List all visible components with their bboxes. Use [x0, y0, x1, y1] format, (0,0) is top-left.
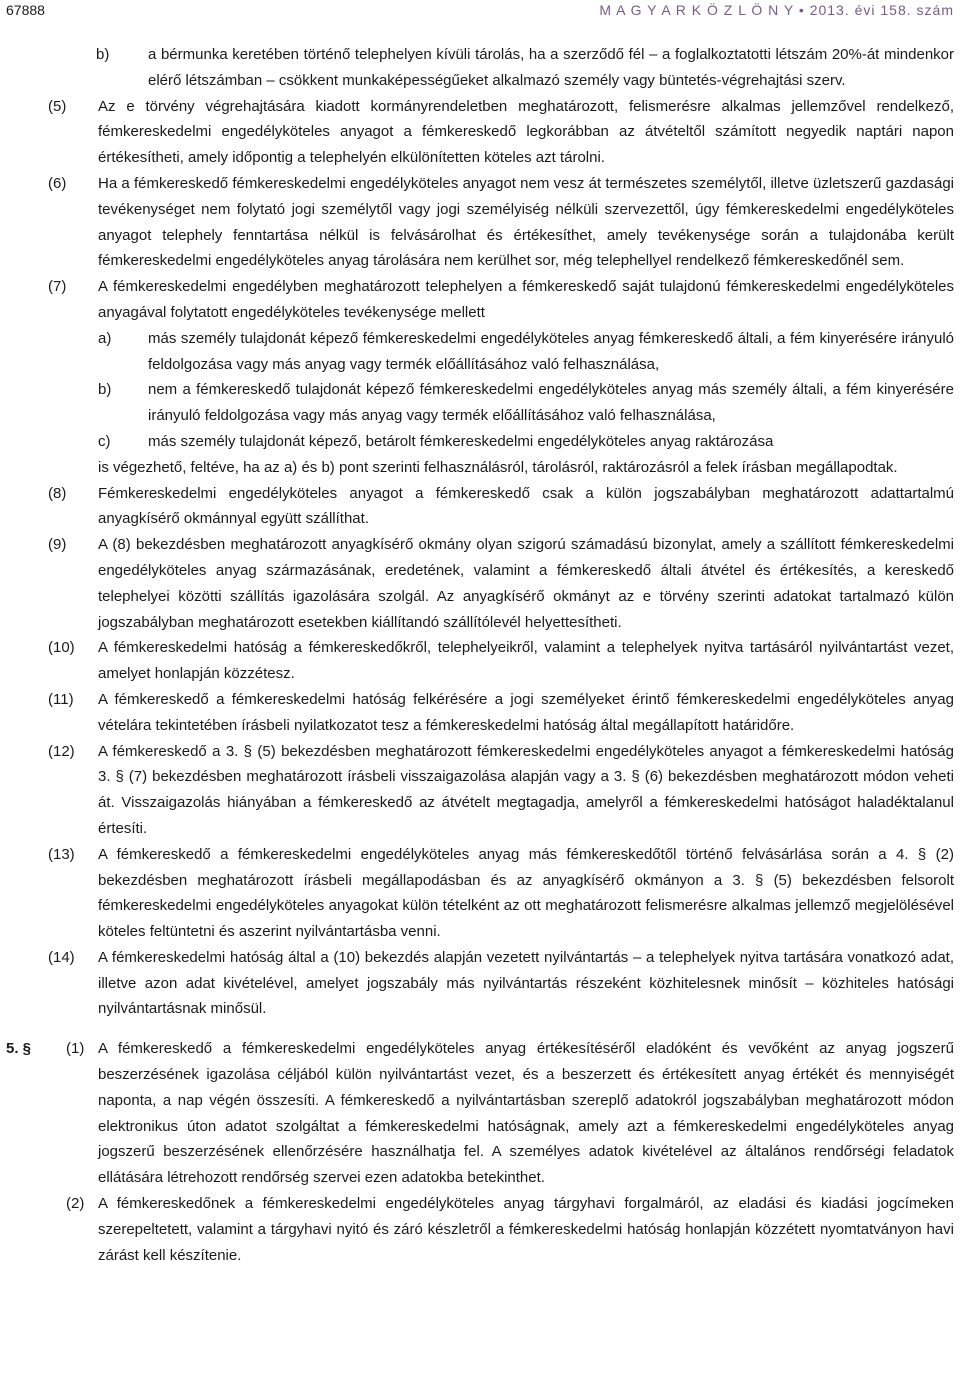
paragraph-number: (12) [48, 742, 75, 760]
page-header [6, 0, 954, 24]
list-item-text: nem a fémkereskedő tulajdonát képező fémkereskedelmi engedélyköteles anyag más személy általi, a fém kinyerésére irányuló feldolgozása vagy más anyag vagy termék előállításához való felhasználása, [148, 381, 954, 425]
list-item [0, 42, 960, 94]
paragraph-number: (14) [48, 948, 75, 966]
paragraph-5 [0, 94, 960, 171]
paragraph-13 [0, 842, 960, 945]
paragraph-number: (2) [66, 1195, 85, 1213]
paragraph-number: (7) [48, 278, 67, 296]
paragraph-7 [0, 274, 960, 326]
paragraph-number: (6) [48, 174, 67, 192]
paragraph-text: Fémkereskedelmi engedélyköteles anyagot a fémkereskedő csak a külön jogszabályban meghatározott adattartalmú anyagkísérő okmánnyal együtt szállíthat. [98, 484, 954, 528]
paragraph-6 [0, 171, 960, 274]
paragraph-text: A fémkereskedő a fémkereskedelmi engedélyköteles anyag más fémkereskedőtől történő felvásárlása során a 4. § (2) bekezdésben meghatározott írásbeli megállapodásban és az anyagkísérő okmányon a 3. § (5) bekezdésben felsorolt fémkereskedelmi engedélyköteles anyagokat külön tételként az ott meghatározott felismerésre alkalmas jellemző megjelölésével köteles feltüntetni és aszerint nyilvántartásba venni. [98, 845, 954, 941]
list-item-label: b) [98, 381, 112, 399]
paragraph-10 [0, 635, 960, 687]
paragraph-text: A fémkereskedő a 3. § (5) bekezdésben meghatározott fémkereskedelmi engedélyköteles anyagot a fémkereskedelmi hatóság 3. § (7) bekezdésben meghatározott írásbeli visszaigazolása alapján vagy a 3. § (6) bekezdésben meghatározott módon veheti át. Visszaigazolás hiányában a fémkereskedő az átvételt megtagadja, amelyről a fémkereskedelmi hatóságot haladéktalanul értesíti. [98, 742, 954, 837]
section-gap [0, 1022, 960, 1036]
list-item-label: c) [98, 432, 111, 450]
list-item [0, 377, 960, 429]
publication-title: M A G Y A R K Ö Z L Ö N Y • 2013. évi 158. szám [599, 2, 954, 18]
paragraph-continuation: is végezhető, feltéve, ha az a) és b) pont szerinti felhasználásról, tárolásról, raktározásról a felek írásban megállapodtak. [98, 458, 898, 476]
paragraph-text: A (8) bekezdésben meghatározott anyagkísérő okmány olyan szigorú számadású bizonylat, amely a szállított fémkereskedelmi engedélyköteles anyag származásának, eredetének, valamint a fémkereskedő általi átvétel és értékesítés, a kereskedő telephelyei közötti szállítás igazolására szolgál. Az anyagkísérő okmányt az e törvény szerinti adatokat tartalmazó külön jogszabályban meghatározott esetekben kiállítandó szállítólevél helyettesítheti. [98, 536, 954, 631]
paragraph-14 [0, 945, 960, 1022]
paragraph-number: (9) [48, 536, 67, 554]
paragraph-number: (13) [48, 845, 75, 863]
list-item-text: más személy tulajdonát képező fémkereskedelmi engedélyköteles anyag fémkereskedő általi, a fém kinyerésére irányuló feldolgozása vagy más anyag vagy termék előállításához való felhasználása, [148, 329, 954, 373]
list-item-label: a) [98, 329, 112, 347]
section-5-paragraph-2 [0, 1191, 960, 1268]
paragraph-9 [0, 532, 960, 635]
paragraph-text: A fémkereskedelmi hatóság által a (10) bekezdés alapján vezetett nyilvántartás – a telephelyek nyitva tartására vonatkozó adat, illetve azon adat kivételével, amelyet jogszabály más nyilvántartás részeként közhitelesnek minősít – közhiteles hatósági nyilvántartásnak minősül. [98, 948, 954, 1018]
list-item-text: a bérmunka keretében történő telephelyen kívüli tárolás, ha a szerződő fél – a foglalkoztatotti létszám 20%-át mindenkor elérő létszámban – csökkent munkaképességűeket alkalmazó személy vagy büntetés-végrehajtási szerv. [148, 46, 954, 89]
paragraph-text: Az e törvény végrehajtására kiadott kormányrendeletben meghatározott, felismerésre alkalmas jellemzővel rendelkező, fémkereskedelmi engedélyköteles anyagot a fémkereskedő legkorábban az átvételtől számított negyedik naptári napon értékesítheti, amely időpontig a telephelyén elkülönítetten köteles azt tárolni. [98, 97, 954, 167]
paragraph-number: (8) [48, 484, 67, 502]
document-body [0, 42, 960, 1268]
paragraph-text: A fémkereskedelmi engedélyben meghatározott telephelyen a fémkereskedő saját tulajdonú fémkereskedelmi engedélyköteles anyagával folytatott engedélyköteles tevékenysége mellett [98, 278, 954, 321]
paragraph-number: (1) [66, 1040, 85, 1058]
list-item [0, 326, 960, 378]
paragraph-12 [0, 739, 960, 842]
section-heading: 5. § [6, 1040, 32, 1058]
list-item-text: más személy tulajdonát képező, betárolt fémkereskedelmi engedélyköteles anyag raktározása [148, 432, 774, 450]
paragraph-11 [0, 687, 960, 739]
page-number: 67888 [6, 2, 45, 18]
paragraph-text: A fémkereskedőnek a fémkereskedelmi engedélyköteles anyag tárgyhavi forgalmáról, az eladási és kiadási jogcímeken szerepeltetett, valamint a tárgyhavi nyitó és záró készletről a fémkereskedelmi hatóság honlapján közzétett nyomtatványon havi zárást kell készítenie. [98, 1195, 954, 1264]
paragraph-number: (10) [48, 639, 75, 657]
paragraph-number: (5) [48, 97, 67, 115]
section-5-paragraph-1 [0, 1036, 960, 1191]
paragraph-8 [0, 481, 960, 533]
list-item [0, 429, 960, 455]
paragraph-text: Ha a fémkereskedő fémkereskedelmi engedélyköteles anyagot nem vesz át természetes személytől, illetve üzletszerű gazdasági tevékenységet nem folytató jogi személytől vagy jogi személyiség nélküli szervezettől, úgy fémkereskedelmi engedélyköteles anyagot telephely fenntartása nélkül is felvásárolhat és értékesíthet, amely tevékenysége során a tulajdonába került fémkereskedelmi engedélyköteles anyag tárolására nem kerülhet sor, még telephellyel rendelkező fémkereskedőnél sem. [98, 174, 954, 270]
paragraph-text: A fémkereskedő a fémkereskedelmi hatóság felkérésére a jogi személyeket érintő fémkereskedelmi engedélyköteles anyag vételára tekintetében írásbeli nyilatkozatot tesz a fémkereskedelmi hatóság által megállapított határidőre. [98, 690, 954, 734]
paragraph-text: A fémkereskedelmi hatóság a fémkereskedőkről, telephelyeikről, valamint a telephelyek nyitva tartásáról nyilvántartást vezet, amelyet honlapján közzétesz. [98, 639, 954, 683]
list-item-label: b) [96, 46, 110, 63]
paragraph-text: A fémkereskedő a fémkereskedelmi engedélyköteles anyag értékesítéséről eladóként és vevőként az anyag jogszerű beszerzésének igazolása céljából külön nyilvántartást vezet, és a beszerzett és értékesített anyag értékét és mennyiségét naponta, a nap végén összesíti. A fémkereskedő a nyilvántartásban szereplő adatokról jogszabályban meghatározott módon elektronikus úton adatot szolgáltat a fémkereskedelmi hatóságnak, amely azt a fémkereskedelmi engedélyköteles anyag jogszerű beszerzésének ellenőrzésére használhatja fel. A személyes adatok kivételével az általános rendőrségi feladatok ellátására létrehozott rendőrség szervei ezen adatokba betekinthet. [98, 1040, 954, 1187]
paragraph-number: (11) [48, 690, 74, 708]
